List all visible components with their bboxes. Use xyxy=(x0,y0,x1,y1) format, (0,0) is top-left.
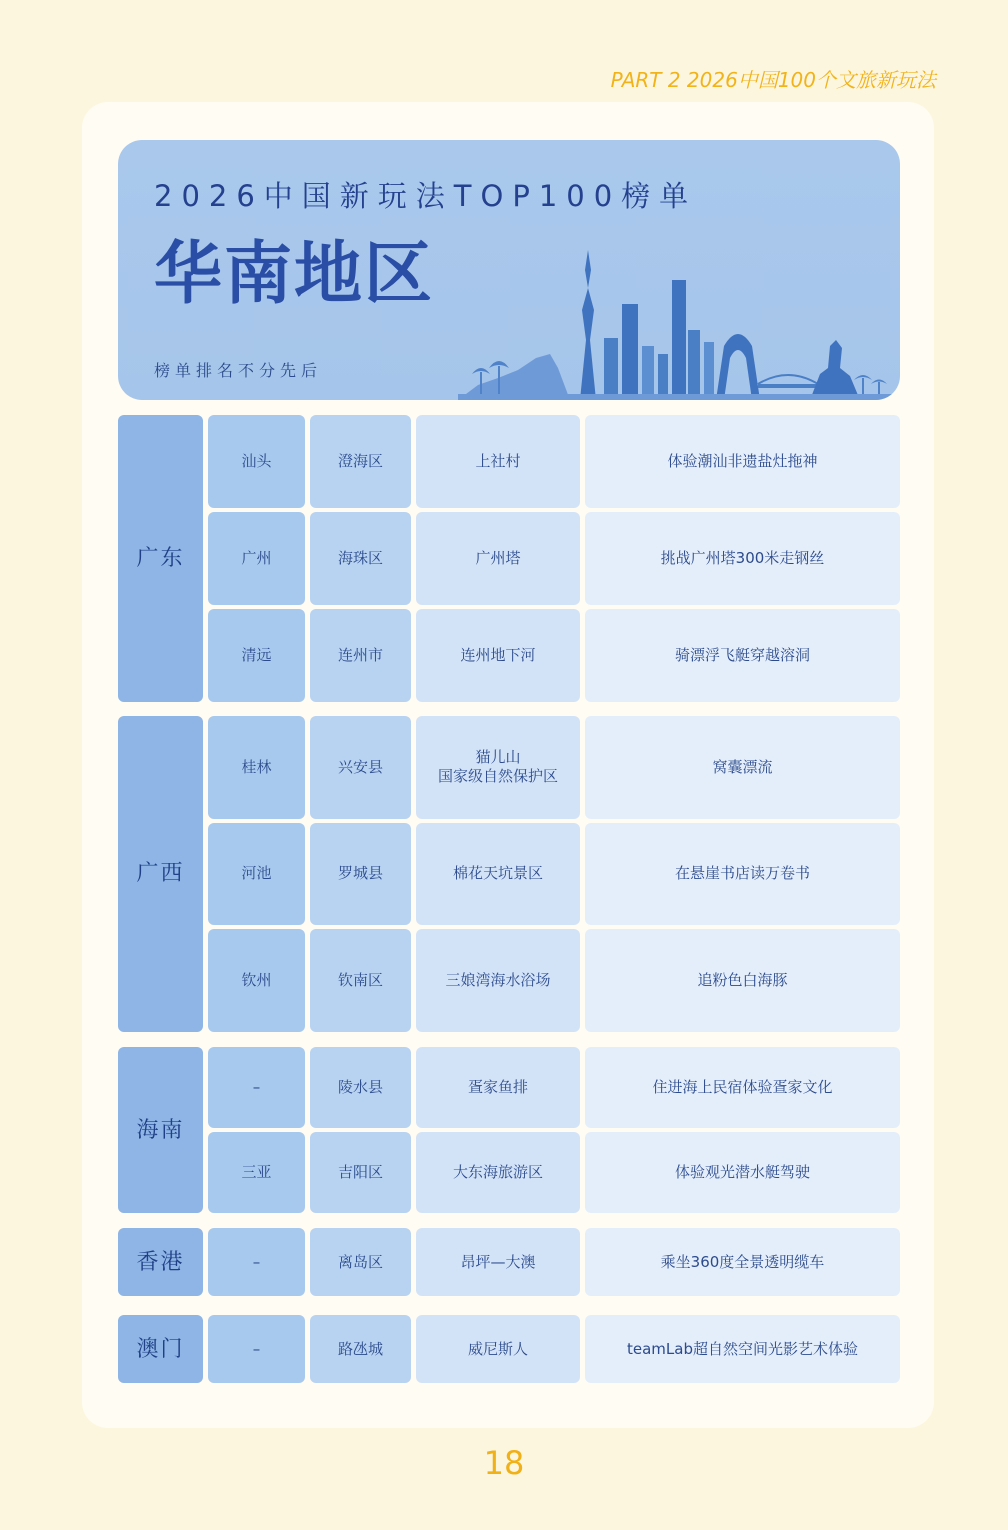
attraction-cell: 猫儿山 国家级自然保护区 xyxy=(416,716,580,819)
attraction-cell: 广州塔 xyxy=(416,512,580,605)
activity-cell: 体验潮汕非遗盐灶拖神 xyxy=(585,415,900,508)
district-cell: 离岛区 xyxy=(310,1228,411,1296)
activity-cell: 挑战广州塔300米走钢丝 xyxy=(585,512,900,605)
district-cell: 路氹城 xyxy=(310,1315,411,1383)
banner-title: 2026中国新玩法TOP100榜单 xyxy=(154,179,698,213)
ranking-note: 榜单排名不分先后 xyxy=(154,361,323,380)
city-cell: 钦州 xyxy=(208,929,305,1032)
province-cell: 广西 xyxy=(118,716,203,1032)
activity-cell: 追粉色白海豚 xyxy=(585,929,900,1032)
attraction-cell: 昂坪—大澳 xyxy=(416,1228,580,1296)
city-cell: – xyxy=(208,1228,305,1296)
attraction-cell: 连州地下河 xyxy=(416,609,580,702)
city-cell: 清远 xyxy=(208,609,305,702)
district-cell: 兴安县 xyxy=(310,716,411,819)
attraction-cell: 三娘湾海水浴场 xyxy=(416,929,580,1032)
district-cell: 海珠区 xyxy=(310,512,411,605)
district-cell: 连州市 xyxy=(310,609,411,702)
activity-cell: 住进海上民宿体验疍家文化 xyxy=(585,1047,900,1128)
district-cell: 罗城县 xyxy=(310,823,411,926)
city-skyline-illustration xyxy=(458,250,900,400)
activity-cell: 骑漂浮飞艇穿越溶洞 xyxy=(585,609,900,702)
city-cell: – xyxy=(208,1047,305,1128)
region-title: 华南地区 xyxy=(154,235,435,314)
district-cell: 吉阳区 xyxy=(310,1132,411,1213)
attraction-cell: 棉花天坑景区 xyxy=(416,823,580,926)
province-cell: 澳门 xyxy=(118,1315,203,1383)
attraction-cell: 威尼斯人 xyxy=(416,1315,580,1383)
province-cell: 海南 xyxy=(118,1047,203,1213)
part-header: PART 2 2026中国100个文旅新玩法 xyxy=(610,68,936,92)
activity-cell: 在悬崖书店读万卷书 xyxy=(585,823,900,926)
activity-cell: teamLab超自然空间光影艺术体验 xyxy=(585,1315,900,1383)
city-cell: 河池 xyxy=(208,823,305,926)
province-cell: 广东 xyxy=(118,415,203,702)
district-cell: 澄海区 xyxy=(310,415,411,508)
province-cell: 香港 xyxy=(118,1228,203,1296)
city-cell: 汕头 xyxy=(208,415,305,508)
attraction-cell: 疍家鱼排 xyxy=(416,1047,580,1128)
activity-cell: 窝囊漂流 xyxy=(585,716,900,819)
activity-cell: 体验观光潜水艇驾驶 xyxy=(585,1132,900,1213)
attraction-cell: 上社村 xyxy=(416,415,580,508)
district-cell: 陵水县 xyxy=(310,1047,411,1128)
attraction-cell: 大东海旅游区 xyxy=(416,1132,580,1213)
title-banner xyxy=(118,140,900,400)
activity-cell: 乘坐360度全景透明缆车 xyxy=(585,1228,900,1296)
city-cell: 广州 xyxy=(208,512,305,605)
city-cell: 桂林 xyxy=(208,716,305,819)
city-cell: 三亚 xyxy=(208,1132,305,1213)
city-cell: – xyxy=(208,1315,305,1383)
district-cell: 钦南区 xyxy=(310,929,411,1032)
page-number: 18 xyxy=(483,1444,525,1482)
